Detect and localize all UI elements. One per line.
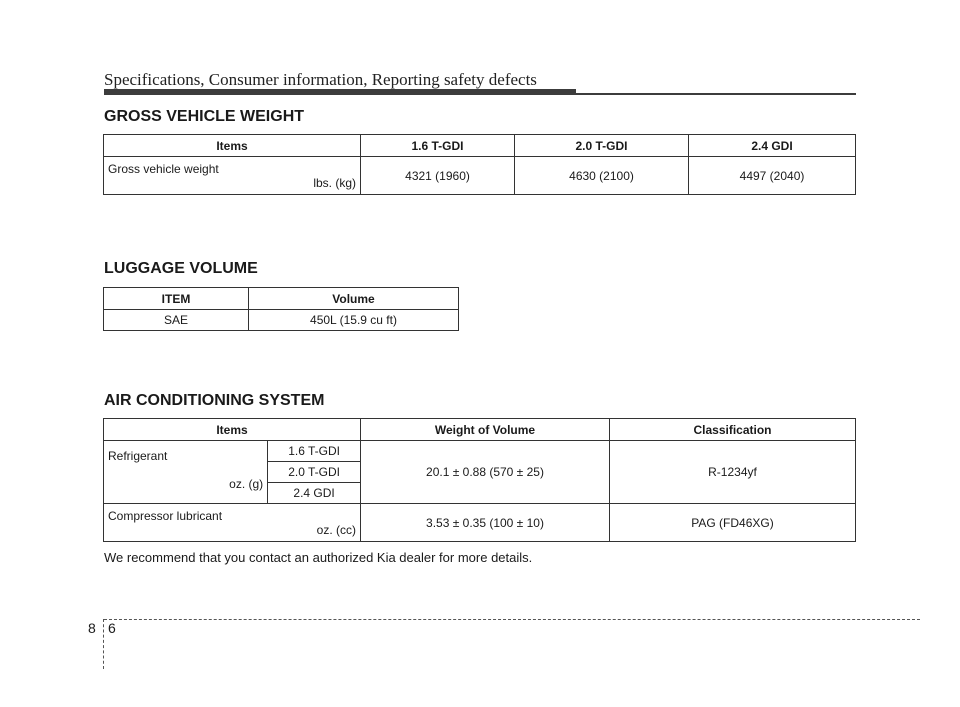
- table-row: [104, 504, 856, 542]
- gross-vehicle-weight-table: [103, 134, 856, 195]
- table-header-row: [104, 419, 856, 441]
- column-header: Items: [104, 419, 361, 441]
- item-cell: SAE: [104, 310, 249, 331]
- air-conditioning-heading: AIR CONDITIONING SYSTEM: [104, 392, 325, 409]
- table-row: [104, 157, 856, 195]
- table-row: [104, 310, 459, 331]
- running-header: Specifications, Consumer information, Reporting safety defects: [104, 70, 537, 89]
- footer-dashed-divider: [103, 619, 104, 669]
- compressor-weight-cell: 3.53 ± 0.35 (100 ± 10): [361, 504, 610, 542]
- luggage-volume-table: [103, 287, 459, 331]
- value-cell: 4630 (2100): [515, 157, 689, 195]
- refrigerant-label-cell: [104, 441, 268, 504]
- row-label: Refrigerant: [108, 449, 168, 463]
- table-header-row: [104, 135, 856, 157]
- gross-vehicle-weight-heading: GROSS VEHICLE WEIGHT: [104, 108, 305, 125]
- column-header: 2.4 GDI: [689, 135, 856, 157]
- column-header: ITEM: [104, 288, 249, 310]
- column-header: Weight of Volume: [361, 419, 610, 441]
- page-number: 6: [108, 620, 116, 636]
- refrigerant-weight-cell: 20.1 ± 0.88 (570 ± 25): [361, 441, 610, 504]
- row-label: Gross vehicle weight: [108, 161, 219, 176]
- engine-cell: 2.4 GDI: [268, 483, 361, 504]
- column-header: Volume: [249, 288, 459, 310]
- compressor-class-cell: PAG (FD46XG): [610, 504, 856, 542]
- column-header: Items: [104, 135, 361, 157]
- header-rule-thick: [104, 89, 576, 95]
- row-unit: oz. (cc): [316, 522, 356, 537]
- refrigerant-class-cell: R-1234yf: [610, 441, 856, 504]
- volume-cell: 450L (15.9 cu ft): [249, 310, 459, 331]
- row-label-cell: [104, 157, 361, 195]
- header-rule-thin: [576, 93, 856, 95]
- value-cell: 4321 (1960): [361, 157, 515, 195]
- dealer-note: We recommend that you contact an authorized Kia dealer for more details.: [104, 550, 533, 565]
- compressor-label-cell: [104, 504, 361, 542]
- chapter-number: 8: [88, 620, 96, 636]
- row-unit: lbs. (kg): [313, 175, 356, 190]
- footer-dashed-rule: [104, 619, 920, 620]
- engine-cell: 1.6 T-GDI: [268, 441, 361, 462]
- column-header: Classification: [610, 419, 856, 441]
- table-row: [104, 441, 856, 462]
- engine-cell: 2.0 T-GDI: [268, 462, 361, 483]
- air-conditioning-table: [103, 418, 856, 542]
- luggage-volume-heading: LUGGAGE VOLUME: [104, 260, 258, 277]
- row-unit: oz. (g): [229, 477, 264, 491]
- value-cell: 4497 (2040): [689, 157, 856, 195]
- table-header-row: [104, 288, 459, 310]
- row-label: Compressor lubricant: [108, 508, 223, 523]
- column-header: 1.6 T-GDI: [361, 135, 515, 157]
- column-header: 2.0 T-GDI: [515, 135, 689, 157]
